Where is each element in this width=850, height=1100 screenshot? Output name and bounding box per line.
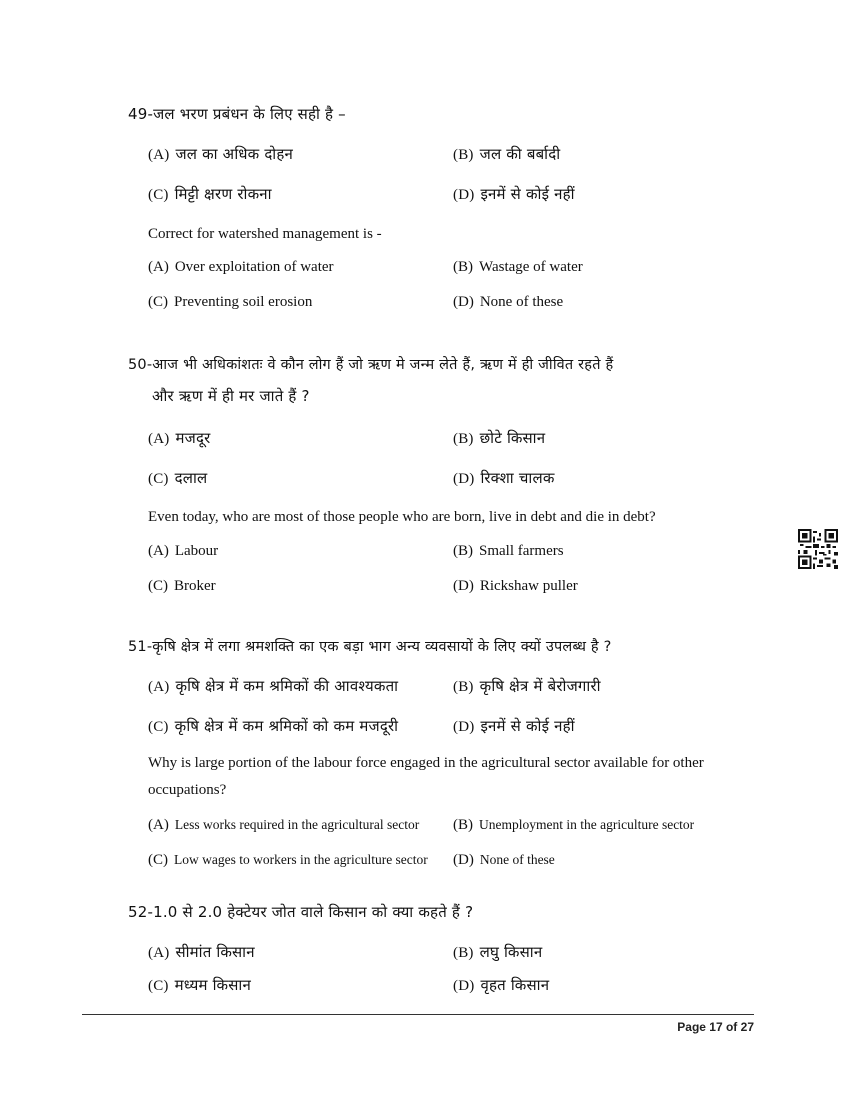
footer-divider <box>82 1014 754 1015</box>
q49-stem-english: Correct for watershed management is - <box>148 226 382 242</box>
qr-code-icon <box>798 529 838 569</box>
q49-option-d-english: (D) None of these <box>453 294 564 310</box>
q49-stem-hindi: 49-जल भरण प्रबंधन के लिए सही है – <box>128 105 346 123</box>
q50-option-c-hindi: (C) दलाल <box>148 469 208 487</box>
q50-stem-hindi-line1: 50-आज भी अधिकांशतः वे कौन लोग हैं जो ऋण मे जन्म लेते हैं, ऋण में ही जीवित रहते हैं <box>128 357 614 373</box>
page-number: Page 17 of 27 <box>677 1020 754 1034</box>
q51-option-a-english: (A) Less works required in the agricultural sector <box>148 817 420 833</box>
q49-option-c-hindi: (C) मिट्टी क्षरण रोकना <box>148 185 272 203</box>
q50-option-a-hindi: (A) मजदूर <box>148 429 211 447</box>
q50-option-c-english: (C) Broker <box>148 578 216 594</box>
q51-option-a-hindi: (A) कृषि क्षेत्र में कम श्रमिकों की आवश्यकता <box>148 677 399 695</box>
q50-option-d-hindi: (D) रिक्शा चालक <box>453 469 555 487</box>
q50-stem-english: Even today, who are most of those people who are born, live in debt and die in debt? <box>148 509 656 525</box>
q50-option-d-english: (D) Rickshaw puller <box>453 578 578 594</box>
q52-stem-hindi: 52-1.0 से 2.0 हेक्टेयर जोत वाले किसान को क्या कहते हैं ? <box>128 903 474 921</box>
q49-option-d-hindi: (D) इनमें से कोई नहीं <box>453 185 575 203</box>
q51-option-c-hindi: (C) कृषि क्षेत्र में कम श्रमिकों को कम मजदूरी <box>148 717 399 735</box>
q51-option-d-english: (D) None of these <box>453 852 555 868</box>
q52-option-b-hindi: (B) लघु किसान <box>453 943 543 961</box>
q52-option-c-hindi: (C) मध्यम किसान <box>148 976 252 994</box>
q50-option-b-english: (B) Small farmers <box>453 543 564 559</box>
q51-option-d-hindi: (D) इनमें से कोई नहीं <box>453 717 575 735</box>
q51-stem-hindi: 51-कृषि क्षेत्र में लगा श्रमशक्ति का एक बड़ा भाग अन्य व्यवसायों के लिए क्यों उपलब्ध है ? <box>128 639 612 655</box>
q50-option-b-hindi: (B) छोटे किसान <box>453 429 546 447</box>
q52-option-a-hindi: (A) सीमांत किसान <box>148 943 255 961</box>
q49-option-a-english: (A) Over exploitation of water <box>148 259 334 275</box>
q50-stem-hindi-line2: और ऋण में ही मर जाते हैं ? <box>152 387 310 405</box>
q51-stem-english-line1: Why is large portion of the labour force engaged in the agricultural sector available for other <box>148 755 704 771</box>
q49-option-b-hindi: (B) जल की बर्बादी <box>453 145 561 163</box>
q49-option-c-english: (C) Preventing soil erosion <box>148 294 313 310</box>
q49-option-b-english: (B) Wastage of water <box>453 259 583 275</box>
q50-option-a-english: (A) Labour <box>148 543 219 559</box>
q51-option-b-hindi: (B) कृषि क्षेत्र में बेरोजगारी <box>453 677 601 695</box>
q52-option-d-hindi: (D) वृहत किसान <box>453 976 550 994</box>
q49-option-a-hindi: (A) जल का अधिक दोहन <box>148 145 294 163</box>
q51-option-c-english: (C) Low wages to workers in the agriculture sector <box>148 852 428 868</box>
q51-stem-english-line2: occupations? <box>148 782 227 798</box>
q51-option-b-english: (B) Unemployment in the agriculture sector <box>453 817 695 833</box>
